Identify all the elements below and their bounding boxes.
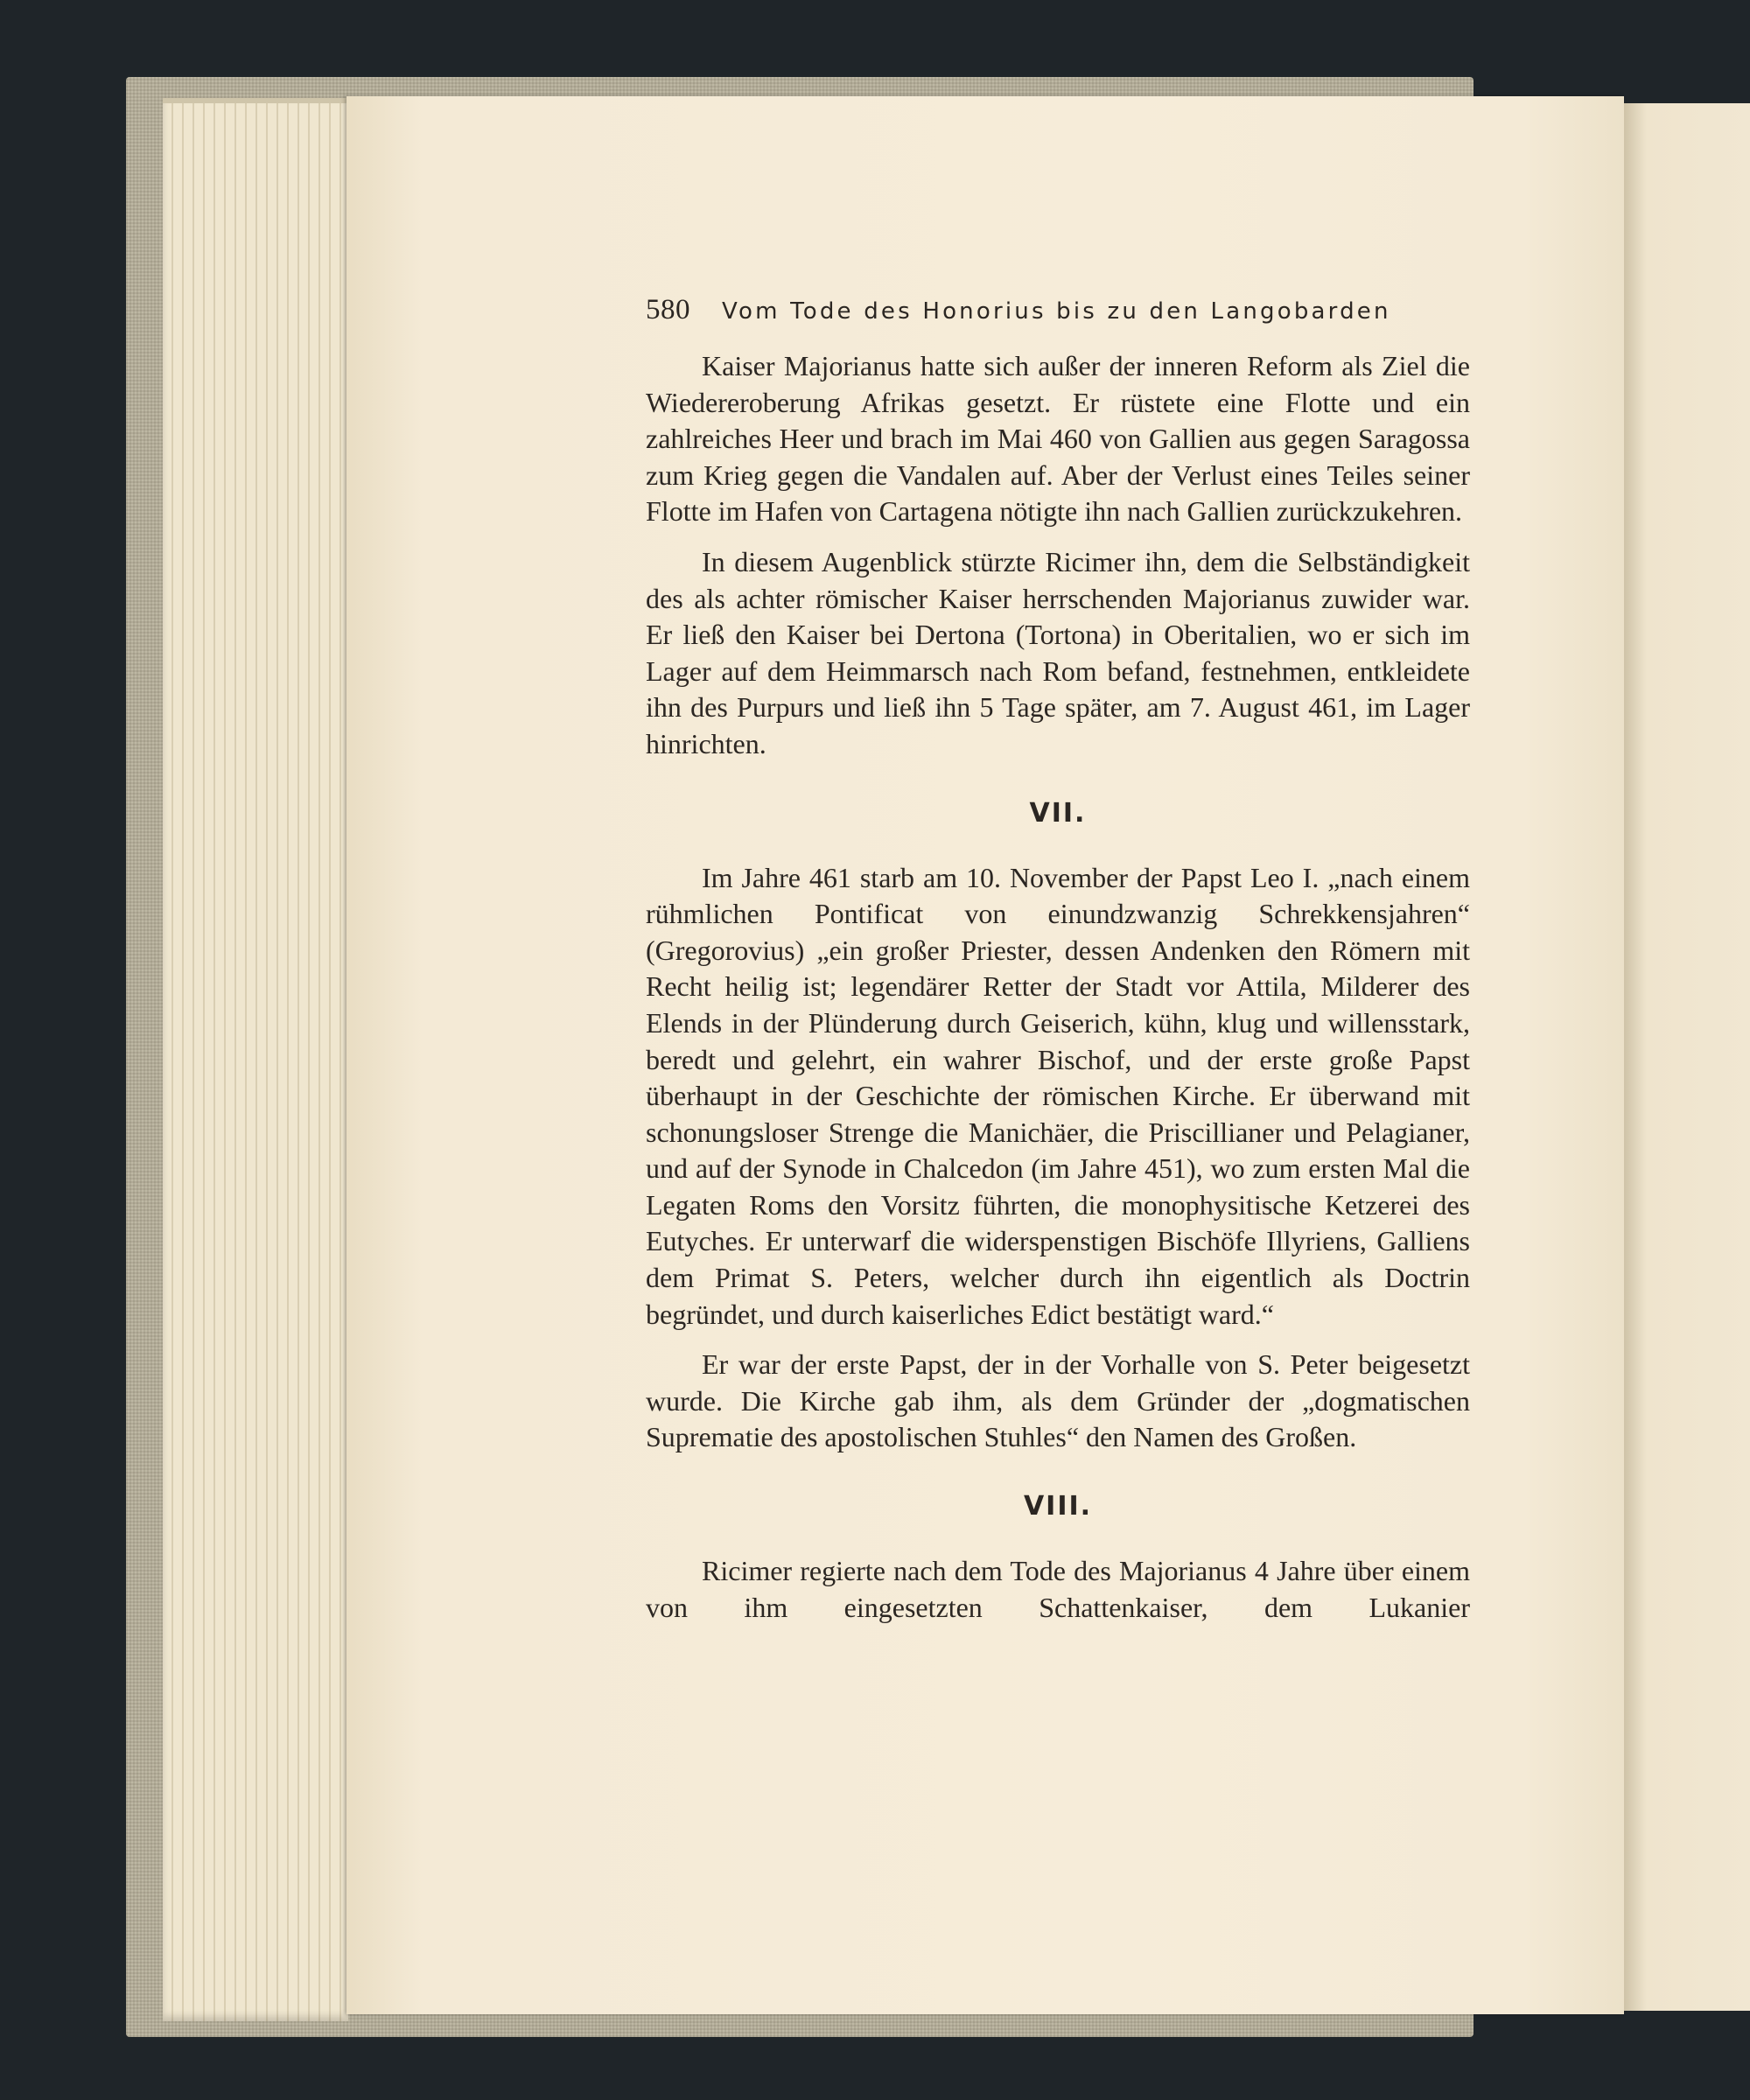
adjacent-page	[1624, 103, 1750, 2011]
page-edges	[163, 98, 348, 2021]
page-number: 580	[646, 294, 690, 326]
paragraph: Er war der erste Papst, der in der Vorhalle von S. Peter beigesetzt wurde. Die Kirche gab ihm, als dem Gründer der „dogmatischen Suprematie des apostolischen Stuhles“ den Namen des Großen.	[646, 1348, 1470, 1453]
paragraph: Kaiser Majorianus hatte sich außer der inneren Reform als Ziel die Wiedereroberung Afrikas gesetzt. Er rüstete eine Flotte und ein zahlreiches Heer und brach im Mai 460 von Gallien aus gegen Saragossa zum Krieg gegen die Vandalen auf. Aber der Verlust eines Teiles seiner Flotte im Hafen von Cartagena nötigte ihn nach Gallien zurückzukehren.	[646, 350, 1470, 528]
section-heading: VIII.	[1023, 1491, 1093, 1522]
paragraph: Im Jahre 461 starb am 10. November der Papst Leo I. „nach einem rühmlichen Pontificat von einundzwanzig Schrekkensjahren“ (Gregorovius) „ein großer Priester, dessen Andenken den Römern mit Recht heilig ist; legendärer Retter der Stadt vor Attila, Milderer des Elends in der Plünderung durch Geiserich, kühn, klug und willensstark, beredt und gelehrt, ein wahrer Bischof, und der erste große Papst überhaupt in der Geschichte der römischen Kirche. Er überwand mit schonungsloser Strenge die Manichäer, die Priscillianer und Pelagianer, und auf der Synode in Chalcedon (im Jahre 451), wo zum ersten Mal die Legaten Roms den Vorsitz führten, die monophysitische Ketzerei des Eutyches. Er unterwarf die widerspenstigen Bischöfe Illyriens, Galliens dem Primat S. Peters, welcher durch ihn eigentlich als Doctrin begründet, und durch kaiserliches Edict bestätigt ward.“	[646, 861, 1470, 1330]
page-text	[646, 294, 1470, 1640]
running-head-title: Vom Tode des Honorius bis zu den Langobarden	[722, 298, 1391, 325]
section-heading: VII.	[1029, 797, 1087, 829]
paragraph: In diesem Augenblick stürzte Ricimer ihn, dem die Selbständigkeit des als achter römischer Kaiser herrschenden Majorianus zuwider war. Er ließ den Kaiser bei Dertona (Tortona) in Oberitalien, wo er sich im Lager auf dem Heimmarsch nach Rom befand, festnehmen, entkleidete ihn des Purpurs und ließ ihn 5 Tage später, am 7. August 461, im Lager hinrichten.	[646, 545, 1470, 760]
running-head	[646, 294, 1470, 336]
paragraph: Ricimer regierte nach dem Tode des Majorianus 4 Jahre über einem von ihm eingesetzten Schattenkaiser, dem Lukanier	[646, 1555, 1470, 1623]
